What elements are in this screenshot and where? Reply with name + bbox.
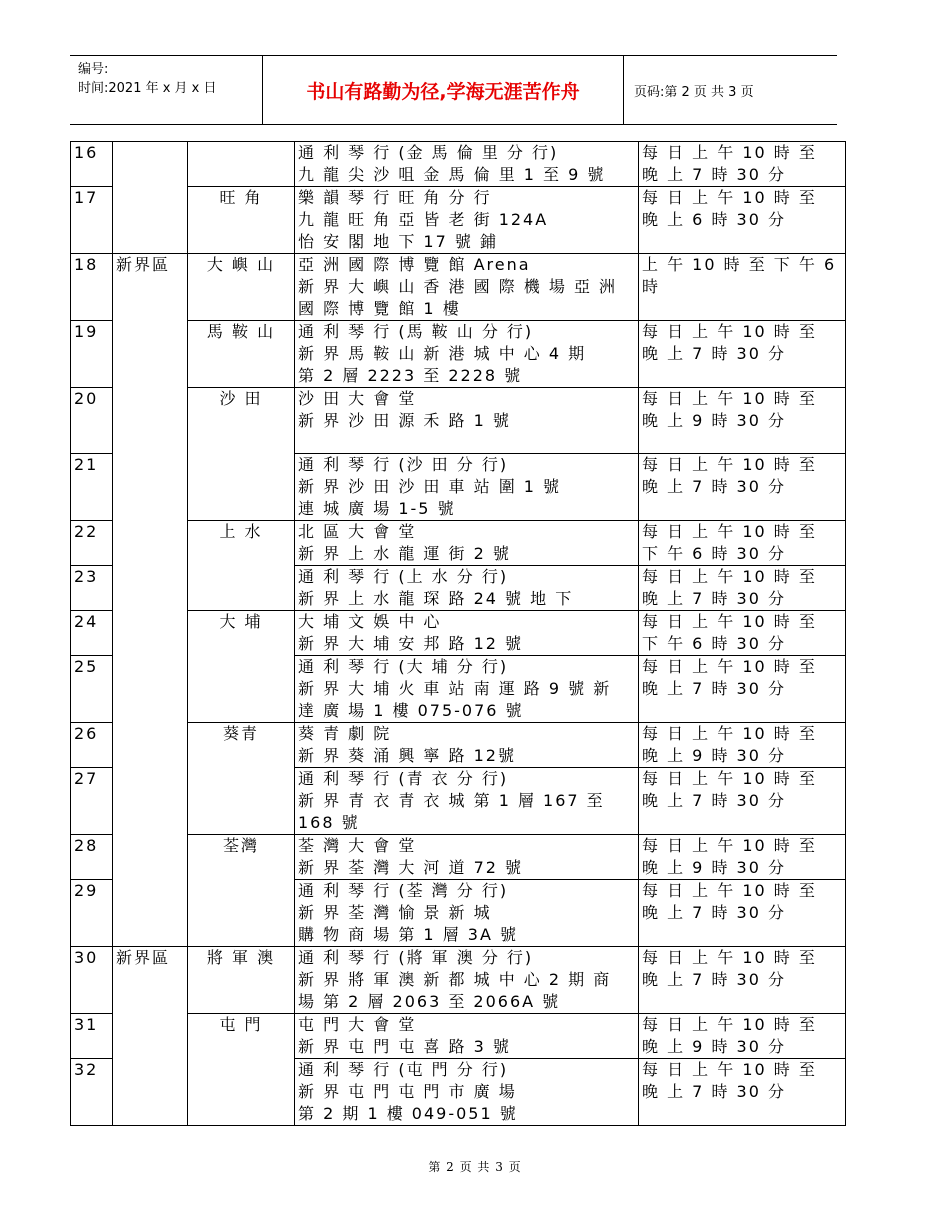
district-cell: 大 埔 [188,611,295,723]
district-cell: 荃灣 [188,835,295,947]
venue-cell: 通 利 琴 行 (馬 鞍 山 分 行) 新 界 馬 鞍 山 新 港 城 中 心 4 期 第 2 層 2223 至 2228 號 [295,321,639,388]
venue-cell: 通 利 琴 行 (將 軍 澳 分 行) 新 界 將 軍 澳 新 都 城 中 心 2 期 商 場 第 2 層 2063 至 2066A 號 [295,947,639,1014]
table-row [71,611,846,656]
header-motto: 书山有路勤为径,学海无涯苦作舟 [262,56,624,124]
venue-cell: 亞 洲 國 際 博 覽 館 Arena 新 界 大 嶼 山 香 港 國 際 機 場 亞 洲 國 際 博 覽 館 1 樓 [295,254,639,321]
hours-cell: 每 日 上 午 10 時 至 晚 上 7 時 30 分 [639,1059,846,1126]
time-label: 时间:2021 年 x 月 x 日 [78,81,217,96]
hours-cell: 每 日 上 午 10 時 至 晚 上 9 時 30 分 [639,1014,846,1059]
venue-cell: 北 區 大 會 堂 新 界 上 水 龍 運 街 2 號 [295,521,639,566]
hours-cell: 每 日 上 午 10 時 至 晚 上 7 時 30 分 [639,454,846,521]
hours-cell: 每 日 上 午 10 時 至 下 午 6 時 30 分 [639,611,846,656]
hours-cell: 每 日 上 午 10 時 至 晚 上 7 時 30 分 [639,142,846,187]
venue-cell: 通 利 琴 行 (屯 門 分 行) 新 界 屯 門 屯 門 市 廣 場 第 2 期 1 樓 049-051 號 [295,1059,639,1126]
row-number: 27 [71,768,113,835]
row-number: 26 [71,723,113,768]
hours-cell: 每 日 上 午 10 時 至 晚 上 9 時 30 分 [639,835,846,880]
venue-table-body [71,142,846,1126]
page-footer: 第 2 页 共 3 页 [428,1160,522,1174]
hours-cell: 每 日 上 午 10 時 至 晚 上 9 時 30 分 [639,723,846,768]
region-cell [113,142,188,254]
table-row [71,142,846,187]
venue-cell: 通 利 琴 行 (上 水 分 行) 新 界 上 水 龍 琛 路 24 號 地 下 [295,566,639,611]
region-cell: 新界區 [113,947,188,1126]
table-row [71,254,846,321]
row-number: 24 [71,611,113,656]
district-cell: 大 嶼 山 [188,254,295,321]
venue-table [70,141,846,1126]
row-number: 30 [71,947,113,1014]
row-number: 29 [71,880,113,947]
hours-cell: 每 日 上 午 10 時 至 晚 上 7 時 30 分 [639,768,846,835]
table-row [71,835,846,880]
venue-cell: 通 利 琴 行 (大 埔 分 行) 新 界 大 埔 火 車 站 南 運 路 9 號 新 達 廣 場 1 樓 075-076 號 [295,656,639,723]
venue-cell: 樂 韻 琴 行 旺 角 分 行 九 龍 旺 角 亞 皆 老 街 124A 怡 安 閣 地 下 17 號 鋪 [295,187,639,254]
venue-cell: 通 利 琴 行 (青 衣 分 行) 新 界 青 衣 青 衣 城 第 1 層 167 至 168 號 [295,768,639,835]
venue-cell: 大 埔 文 娛 中 心 新 界 大 埔 安 邦 路 12 號 [295,611,639,656]
region-cell: 新界區 [113,254,188,947]
venue-cell: 荃 灣 大 會 堂 新 界 荃 灣 大 河 道 72 號 [295,835,639,880]
venue-cell: 通 利 琴 行 (荃 灣 分 行) 新 界 荃 灣 愉 景 新 城 購 物 商 場 第 1 層 3A 號 [295,880,639,947]
district-cell: 葵青 [188,723,295,835]
row-number: 18 [71,254,113,321]
row-number: 17 [71,187,113,254]
row-number: 28 [71,835,113,880]
district-cell: 屯 門 [188,1014,295,1126]
venue-cell: 沙 田 大 會 堂 新 界 沙 田 源 禾 路 1 號 [295,388,639,454]
hours-cell: 每 日 上 午 10 時 至 晚 上 7 時 30 分 [639,947,846,1014]
table-row [71,321,846,388]
district-cell: 馬 鞍 山 [188,321,295,388]
page-header [70,55,837,125]
hours-cell: 每 日 上 午 10 時 至 晚 上 7 時 30 分 [639,321,846,388]
row-number: 25 [71,656,113,723]
row-number: 22 [71,521,113,566]
table-row [71,521,846,566]
hours-cell: 每 日 上 午 10 時 至 晚 上 7 時 30 分 [639,880,846,947]
table-row [71,723,846,768]
district-cell [188,142,295,187]
hours-cell: 每 日 上 午 10 時 至 晚 上 9 時 30 分 [639,388,846,454]
district-cell: 旺 角 [188,187,295,254]
district-cell: 將 軍 澳 [188,947,295,1014]
venue-cell: 通 利 琴 行 (金 馬 倫 里 分 行) 九 龍 尖 沙 咀 金 馬 倫 里 1 至 9 號 [295,142,639,187]
hours-cell: 每 日 上 午 10 時 至 晚 上 7 時 30 分 [639,656,846,723]
district-cell: 上 水 [188,521,295,611]
row-number: 20 [71,388,113,454]
table-row [71,388,846,454]
row-number: 19 [71,321,113,388]
table-row [71,1014,846,1059]
header-meta [70,56,262,124]
district-cell: 沙 田 [188,388,295,521]
hours-cell: 每 日 上 午 10 時 至 晚 上 6 時 30 分 [639,187,846,254]
hours-cell: 每 日 上 午 10 時 至 晚 上 7 時 30 分 [639,566,846,611]
row-number: 21 [71,454,113,521]
table-row [71,947,846,1014]
row-number: 32 [71,1059,113,1126]
table-row [71,187,846,254]
hours-cell: 每 日 上 午 10 時 至 下 午 6 時 30 分 [639,521,846,566]
hours-cell: 上 午 10 時 至 下 午 6 時 [639,254,846,321]
venue-cell: 葵 青 劇 院 新 界 葵 涌 興 寧 路 12號 [295,723,639,768]
row-number: 16 [71,142,113,187]
row-number: 31 [71,1014,113,1059]
code-label: 编号: [78,62,109,77]
venue-cell: 通 利 琴 行 (沙 田 分 行) 新 界 沙 田 沙 田 車 站 圍 1 號 連 城 廣 場 1-5 號 [295,454,639,521]
venue-cell: 屯 門 大 會 堂 新 界 屯 門 屯 喜 路 3 號 [295,1014,639,1059]
header-page-code: 页码:第 2 页 共 3 页 [634,84,754,100]
row-number: 23 [71,566,113,611]
